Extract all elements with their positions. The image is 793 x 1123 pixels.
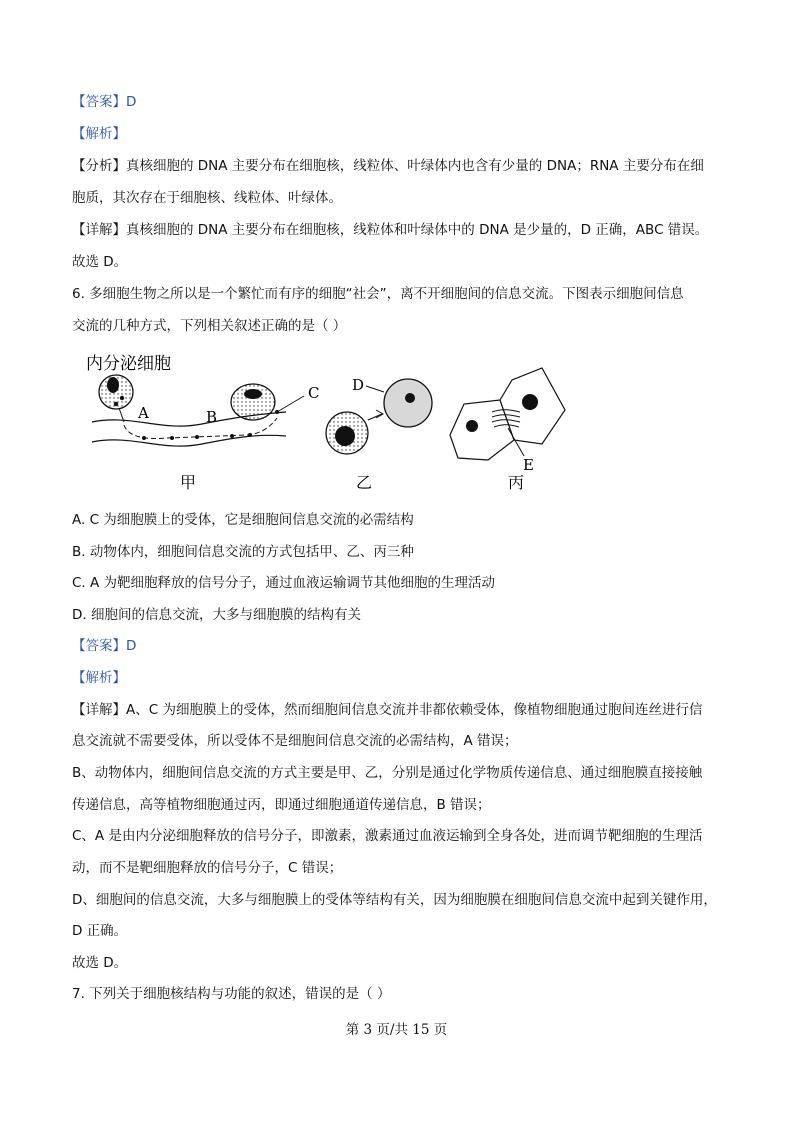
endocrine-nucleus — [107, 377, 119, 393]
prev-answer: 【答案】D — [72, 94, 137, 110]
q6-stem-line-1: 6. 多细胞生物之所以是一个繁忙而有序的细胞“社会”，离不开细胞间的信息交流。下图表示细胞间信息 — [72, 286, 684, 302]
blood-vessel-lower — [92, 435, 286, 446]
label-d: D — [352, 376, 365, 394]
q6-stem-line-2: 交流的几种方式，下列相关叙述正确的是（ ） — [72, 318, 347, 334]
label-c: C — [308, 384, 320, 402]
caption-bing: 丙 — [508, 473, 525, 492]
q6-detail-line: C、A 是由内分泌细胞释放的信号分子，即激素，激素通过血液运输到全身各处，进而调节靶细胞的生理活 — [72, 828, 703, 844]
q6-option-c: C. A 为靶细胞释放的信号分子，通过血液运输调节其他细胞的生理活动 — [72, 575, 496, 591]
prev-analysis-line-2: 胞质，其次存在于细胞核、线粒体、叶绿体。 — [72, 190, 342, 206]
q6-option-d: D. 细胞间的信息交流，大多与细胞膜的结构有关 — [72, 607, 361, 623]
q6-option-b: B. 动物体内，细胞间信息交流的方式包括甲、乙、丙三种 — [72, 544, 414, 560]
q6-option-a: A. C 为细胞膜上的受体，它是细胞间信息交流的必需结构 — [72, 512, 414, 528]
label-b: B — [206, 408, 218, 426]
prev-jiexi: 【解析】 — [72, 126, 126, 142]
target-nucleus — [244, 389, 262, 399]
prev-choose: 故选 D。 — [72, 254, 128, 270]
caption-yi: 乙 — [356, 473, 373, 492]
q6-detail-line: 【详解】A、C 为细胞膜上的受体，然而细胞间信息交流并非都依赖受体，像植物细胞通过胞间连丝进行信 — [72, 702, 703, 718]
q7-stem: 7. 下列关于细胞核结构与功能的叙述，错误的是（ ） — [72, 986, 391, 1002]
q6-detail-line: 动，而不是靶细胞释放的信号分子，C 错误； — [72, 860, 343, 876]
q6-detail-line: 传递信息，高等植物细胞通过丙，即通过细胞通道传递信息，B 错误； — [72, 797, 491, 813]
label-e: E — [523, 456, 534, 474]
figure-title: 内分泌细胞 — [86, 354, 171, 374]
page-footer: 第 3 页/共 15 页 — [345, 1022, 448, 1038]
cell-communication-figure — [72, 340, 592, 500]
caption-jia: 甲 — [180, 473, 197, 492]
prev-detail: 【详解】真核细胞的 DNA 主要分布在细胞核，线粒体和叶绿体中的 DNA 是少量的，D 正确，ABC 错误。 — [72, 222, 709, 238]
q6-detail-line: 息交流就不需要受体，所以受体不是细胞间信息交流的必需结构，A 错误； — [72, 733, 518, 749]
signal-cell — [384, 379, 432, 427]
label-a: A — [138, 404, 149, 422]
q6-jiexi: 【解析】 — [72, 670, 126, 686]
q6-detail-line: B、动物体内，细胞间信息交流的方式主要是甲、乙，分别是通过化学物质传递信息、通过细胞膜直接接触 — [72, 765, 703, 781]
prev-analysis-line-1: 【分析】真核细胞的 DNA 主要分布在细胞核，线粒体、叶绿体内也含有少量的 DNA；RNA 主要分布在细 — [72, 158, 704, 174]
q6-detail-line: 故选 D。 — [72, 955, 128, 971]
q6-answer: 【答案】D — [72, 638, 137, 654]
q6-detail-line: D、细胞间的信息交流，大多与细胞膜上的受体等结构有关，因为细胞膜在细胞间信息交流中起到关键作用， — [72, 892, 717, 908]
q6-detail-line: D 正确。 — [72, 923, 128, 939]
